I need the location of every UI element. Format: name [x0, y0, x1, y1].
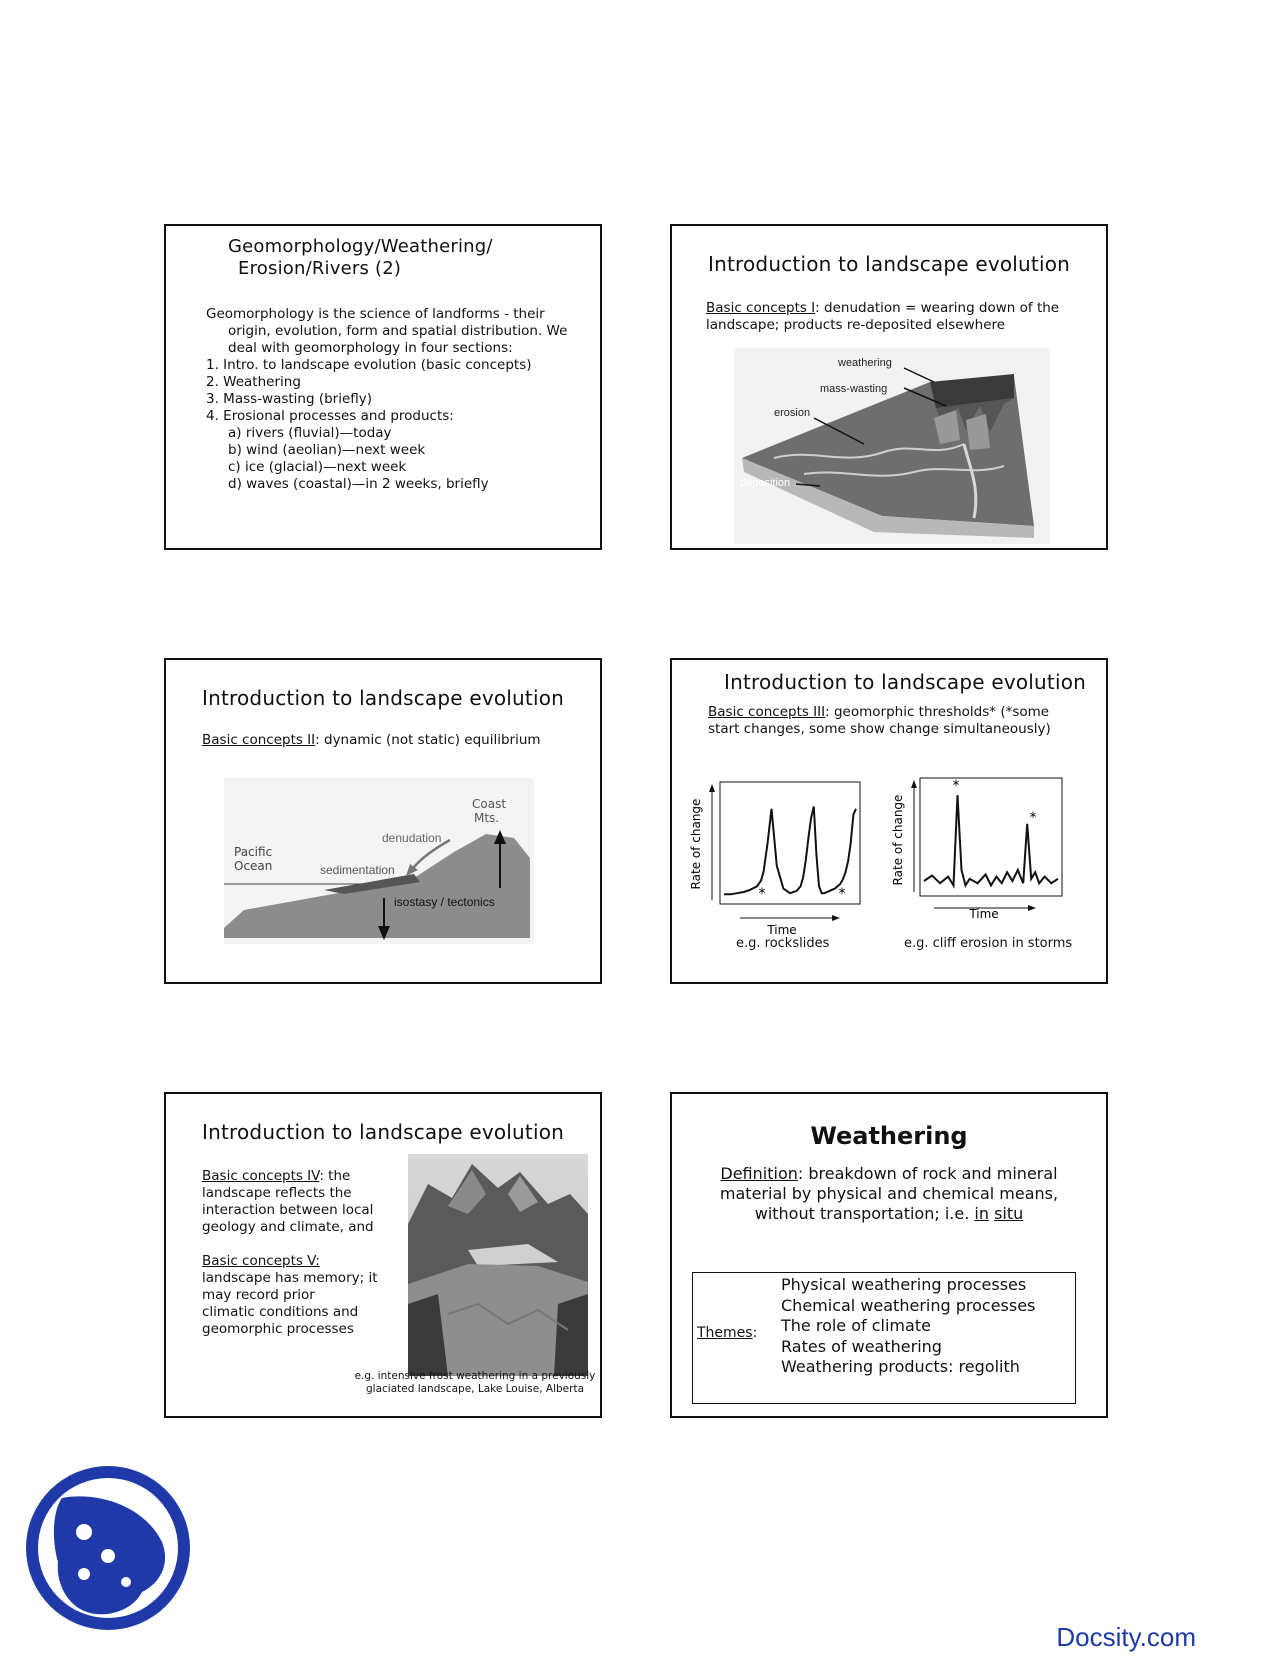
y-axis-label: Rate of change	[891, 794, 905, 886]
concept-desc: geomorphic processes	[202, 1321, 354, 1337]
slide-title: Introduction to landscape evolution	[202, 1120, 565, 1144]
threshold-marker: *	[952, 778, 960, 794]
concept-desc: : dynamic (not static) equilibrium	[315, 732, 541, 748]
talus-cone	[966, 414, 990, 450]
docsity-logo-icon[interactable]	[22, 1462, 194, 1634]
threshold-chart-cliff-erosion	[884, 768, 1084, 940]
list-item: 4. Erosional processes and products:	[206, 408, 454, 424]
slide-6	[670, 1092, 1108, 1418]
concept-label: Basic concepts V:	[202, 1253, 320, 1269]
lake-louise-photo	[408, 1154, 588, 1376]
concept-text	[706, 300, 1096, 334]
intro-line: deal with geomorphology in four sections:	[228, 340, 513, 356]
landscape-diagram	[734, 348, 1050, 544]
concept-desc: may record prior	[202, 1287, 315, 1303]
logo-dot	[121, 1577, 131, 1587]
label-mts: Mts.	[474, 811, 500, 825]
themes-box	[692, 1272, 1076, 1404]
concept-desc: : denudation = wearing down of the	[815, 300, 1060, 316]
slide-2	[670, 224, 1108, 550]
in-situ-word: in	[974, 1204, 989, 1223]
chart-frame	[920, 778, 1062, 896]
slide-title: Weathering	[810, 1122, 968, 1150]
concept-desc: : geomorphic thresholds* (*some	[825, 704, 1050, 720]
slide-title-line2: Erosion/Rivers (2)	[238, 258, 402, 279]
sub-list-item: d) waves (coastal)—in 2 weeks, briefly	[228, 476, 489, 492]
x-axis-label: Time	[969, 907, 999, 921]
themes-label: Themes	[697, 1325, 753, 1341]
theme-item: Chemical weathering processes	[781, 1295, 1036, 1315]
intro-line: Geomorphology is the science of landforms - their	[206, 306, 545, 322]
y-axis-arrowhead	[911, 780, 917, 788]
definition-desc: : breakdown of rock and mineral	[797, 1164, 1058, 1183]
slide-1	[164, 224, 602, 550]
concept-label: Basic concepts I	[706, 300, 816, 316]
concept-desc: start changes, some show change simultaneously)	[708, 721, 1051, 737]
concept-text	[202, 732, 541, 749]
concept-label: Basic concepts IV	[202, 1168, 320, 1184]
themes-list	[781, 1275, 1035, 1378]
logo-dot	[78, 1568, 90, 1580]
slide-body	[206, 306, 596, 493]
slide-5	[164, 1092, 602, 1418]
slide-title-line1: Geomorphology/Weathering/	[228, 236, 493, 257]
chart-caption: e.g. rockslides	[736, 936, 830, 951]
themes-colon: :	[752, 1325, 758, 1341]
threshold-chart-rockslides	[680, 772, 880, 944]
slide-3	[164, 658, 602, 984]
slide-title: Introduction to landscape evolution	[708, 252, 1071, 276]
definition-desc: without transportation; i.e.	[754, 1204, 975, 1223]
concept-desc: landscape; products re-deposited elsewhere	[706, 317, 1006, 333]
docsity-brand-link[interactable]: Docsity.com	[1056, 1622, 1196, 1652]
photo-trees	[554, 1294, 588, 1376]
concept-label: Basic concepts III	[708, 704, 826, 720]
x-axis-arrowhead	[1028, 905, 1036, 911]
concept-desc: landscape reflects the	[202, 1185, 352, 1201]
concept-text	[708, 704, 1098, 738]
definition-desc: material by physical and chemical means,	[719, 1184, 1059, 1203]
photo-caption	[352, 1370, 598, 1396]
themes-label-wrap	[697, 1325, 757, 1341]
photo-caption-line: e.g. intensive frost weathering in a previously	[354, 1370, 596, 1382]
label-sedimentation: sedimentation	[320, 863, 395, 877]
photo-caption-line: glaciated landscape, Lake Louise, Alberta	[365, 1383, 585, 1395]
concept-label: Basic concepts II	[202, 732, 316, 748]
chart-caption: e.g. cliff erosion in storms	[904, 936, 1073, 951]
label-isostasy: isostasy / tectonics	[394, 895, 495, 909]
y-axis-arrowhead	[709, 784, 715, 792]
list-item: 2. Weathering	[206, 374, 301, 390]
label-coast: Coast	[472, 797, 507, 811]
label-mass-wasting: mass-wasting	[820, 383, 888, 395]
theme-item: Rates of weathering	[781, 1336, 942, 1356]
list-item: 1. Intro. to landscape evolution (basic concepts)	[206, 357, 532, 373]
slide-title: Introduction to landscape evolution	[202, 686, 565, 710]
intro-line: origin, evolution, form and spatial distribution. We	[228, 323, 568, 339]
series-line	[924, 795, 1058, 885]
y-axis-label: Rate of change	[689, 798, 703, 890]
concept-desc: geology and climate, and	[202, 1219, 374, 1235]
theme-item: Physical weathering processes	[781, 1275, 1027, 1294]
theme-item: Weathering products: regolith	[781, 1357, 1020, 1376]
concept-desc: landscape has memory; it	[202, 1270, 378, 1286]
threshold-marker: *	[758, 886, 766, 902]
threshold-marker: *	[1029, 810, 1037, 826]
slide-title: Introduction to landscape evolution	[724, 670, 1087, 694]
list-item: 3. Mass-wasting (briefly)	[206, 391, 373, 407]
concept-desc: interaction between local	[202, 1202, 374, 1218]
sub-list-item: c) ice (glacial)—next week	[228, 459, 407, 475]
logo-dot	[76, 1524, 92, 1540]
theme-item: The role of climate	[781, 1316, 931, 1335]
concept-desc: climatic conditions and	[202, 1304, 359, 1320]
definition-label: Definition	[720, 1164, 798, 1183]
x-axis-arrowhead	[832, 915, 840, 921]
logo-dot	[101, 1549, 115, 1563]
label-deposition: deposition	[740, 477, 791, 489]
sub-list-item: a) rivers (fluvial)—today	[228, 425, 392, 441]
x-axis-label: Time	[767, 923, 797, 937]
concept-text	[202, 1168, 392, 1338]
label-pacific: Pacific	[234, 845, 273, 859]
label-ocean: Ocean	[234, 859, 273, 873]
equilibrium-diagram	[224, 778, 534, 944]
label-erosion: erosion	[774, 407, 811, 419]
sub-list-item: b) wind (aeolian)—next week	[228, 442, 426, 458]
label-weathering: weathering	[838, 357, 892, 369]
slide-4	[670, 658, 1108, 984]
definition-text	[672, 1164, 1106, 1224]
series-line	[724, 807, 856, 895]
label-denudation: denudation	[382, 831, 442, 845]
threshold-marker: *	[838, 886, 846, 902]
in-situ-word: situ	[994, 1204, 1024, 1223]
concept-desc: : the	[319, 1168, 351, 1184]
